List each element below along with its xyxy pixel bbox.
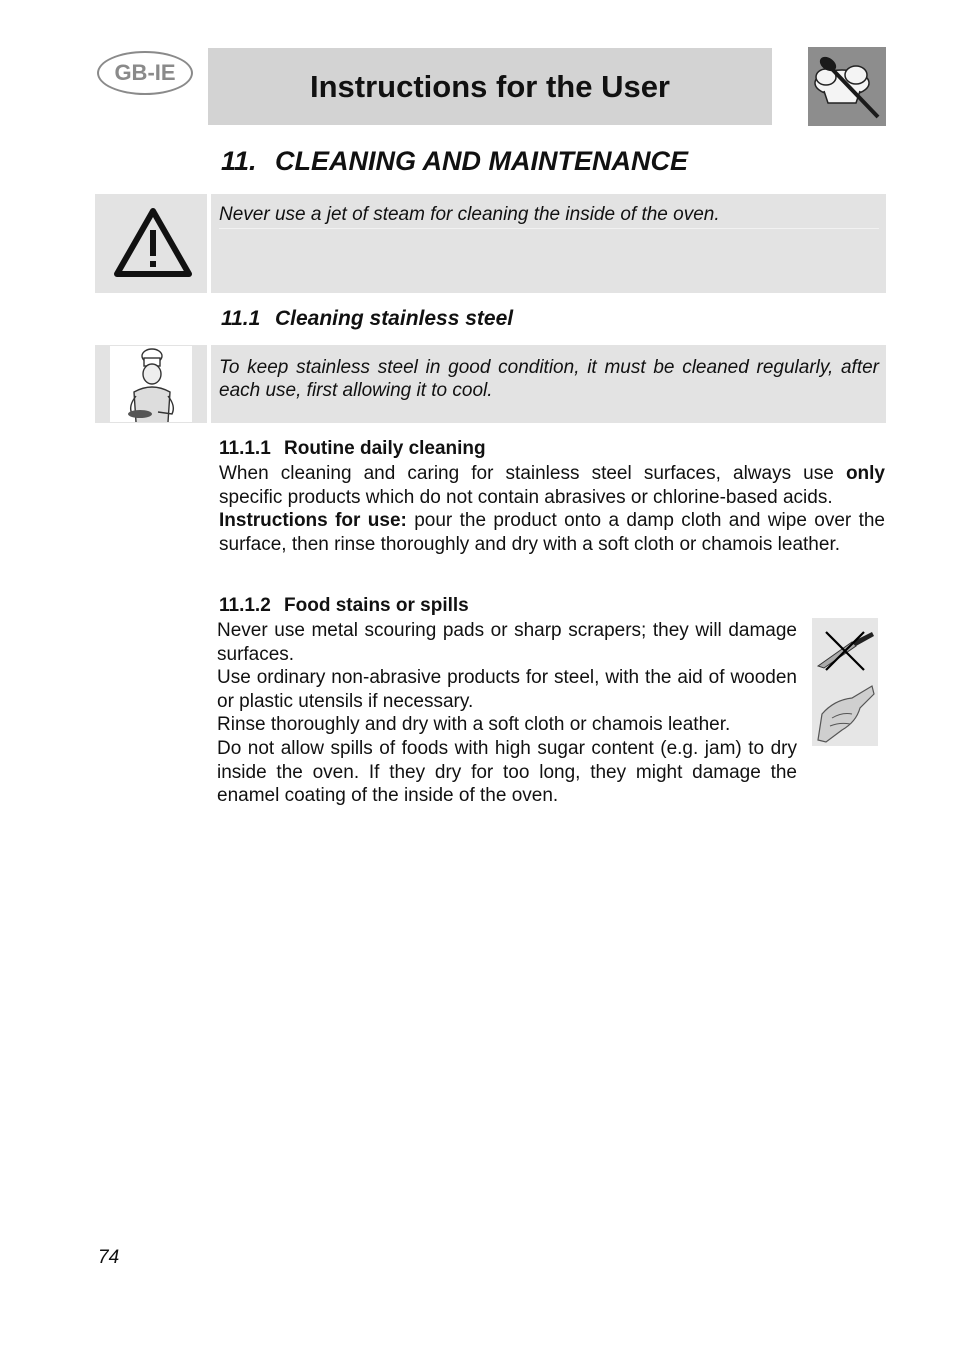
food-paragraph-1: Never use metal scouring pads or sharp scrapers; they will damage surfaces. (217, 620, 797, 665)
crossed-knife-icon (818, 632, 874, 670)
routine-heading (219, 438, 486, 460)
warning-text: Never use a jet of steam for cleaning the inside of the oven. (219, 204, 720, 225)
section-number: 11. (221, 146, 257, 176)
food-paragraph-4: Do not allow spills of foods with high sugar content (e.g. jam) to dry inside the oven. If they dry for too long, they might damage the enamel coating of the inside of the oven. (217, 738, 797, 807)
food-number: 11.1.2 (219, 595, 271, 616)
emphasis: Instructions for use: (219, 510, 407, 531)
routine-paragraph-1 (219, 462, 885, 509)
warning-triangle-icon (95, 194, 207, 293)
subsection-number: 11.1 (221, 307, 261, 330)
food-paragraph-3: Rinse thoroughly and dry with a soft cloth or chamois leather. (217, 714, 731, 735)
text: specific products which do not contain abrasives or chlorine-based acids. (219, 486, 833, 508)
utensil-icons-panel (812, 618, 878, 746)
text: When cleaning and caring for stainless steel surfaces, always use (219, 463, 846, 484)
food-paragraph-2: Use ordinary non-abrasive products for steel, with the aid of wooden or plastic utensils if necessary. (217, 667, 797, 712)
food-title: Food stains or spills (284, 595, 469, 616)
header-bar (208, 48, 772, 125)
routine-paragraph-2 (219, 509, 885, 556)
spoon-chef-hat-icon (808, 47, 886, 126)
text: pour the product onto a damp cloth and wipe over the surface, then rinse thoroughly and dry with a soft cloth or chamois leather. (219, 510, 885, 555)
hand-cloth-icon (818, 686, 874, 742)
note-text: To keep stainless steel in good condition, it must be cleaned regularly, after each use, first allowing it to cool. (219, 357, 879, 401)
language-badge (97, 51, 193, 95)
page-number: 74 (98, 1247, 120, 1268)
subsection-heading (221, 307, 513, 331)
subsection-title: Cleaning stainless steel (275, 307, 514, 330)
food-heading (219, 595, 469, 617)
routine-number: 11.1.1 (219, 438, 271, 459)
routine-title: Routine daily cleaning (284, 438, 486, 459)
chef-icon (110, 346, 192, 422)
emphasis: only (845, 463, 885, 484)
section-title: CLEANING AND MAINTENANCE (275, 146, 688, 176)
warning-icon-panel (95, 194, 207, 293)
section-heading (221, 146, 688, 177)
page-title: Instructions for the User (310, 68, 670, 104)
divider (219, 228, 879, 229)
badge-label: GB-IE (114, 60, 176, 85)
